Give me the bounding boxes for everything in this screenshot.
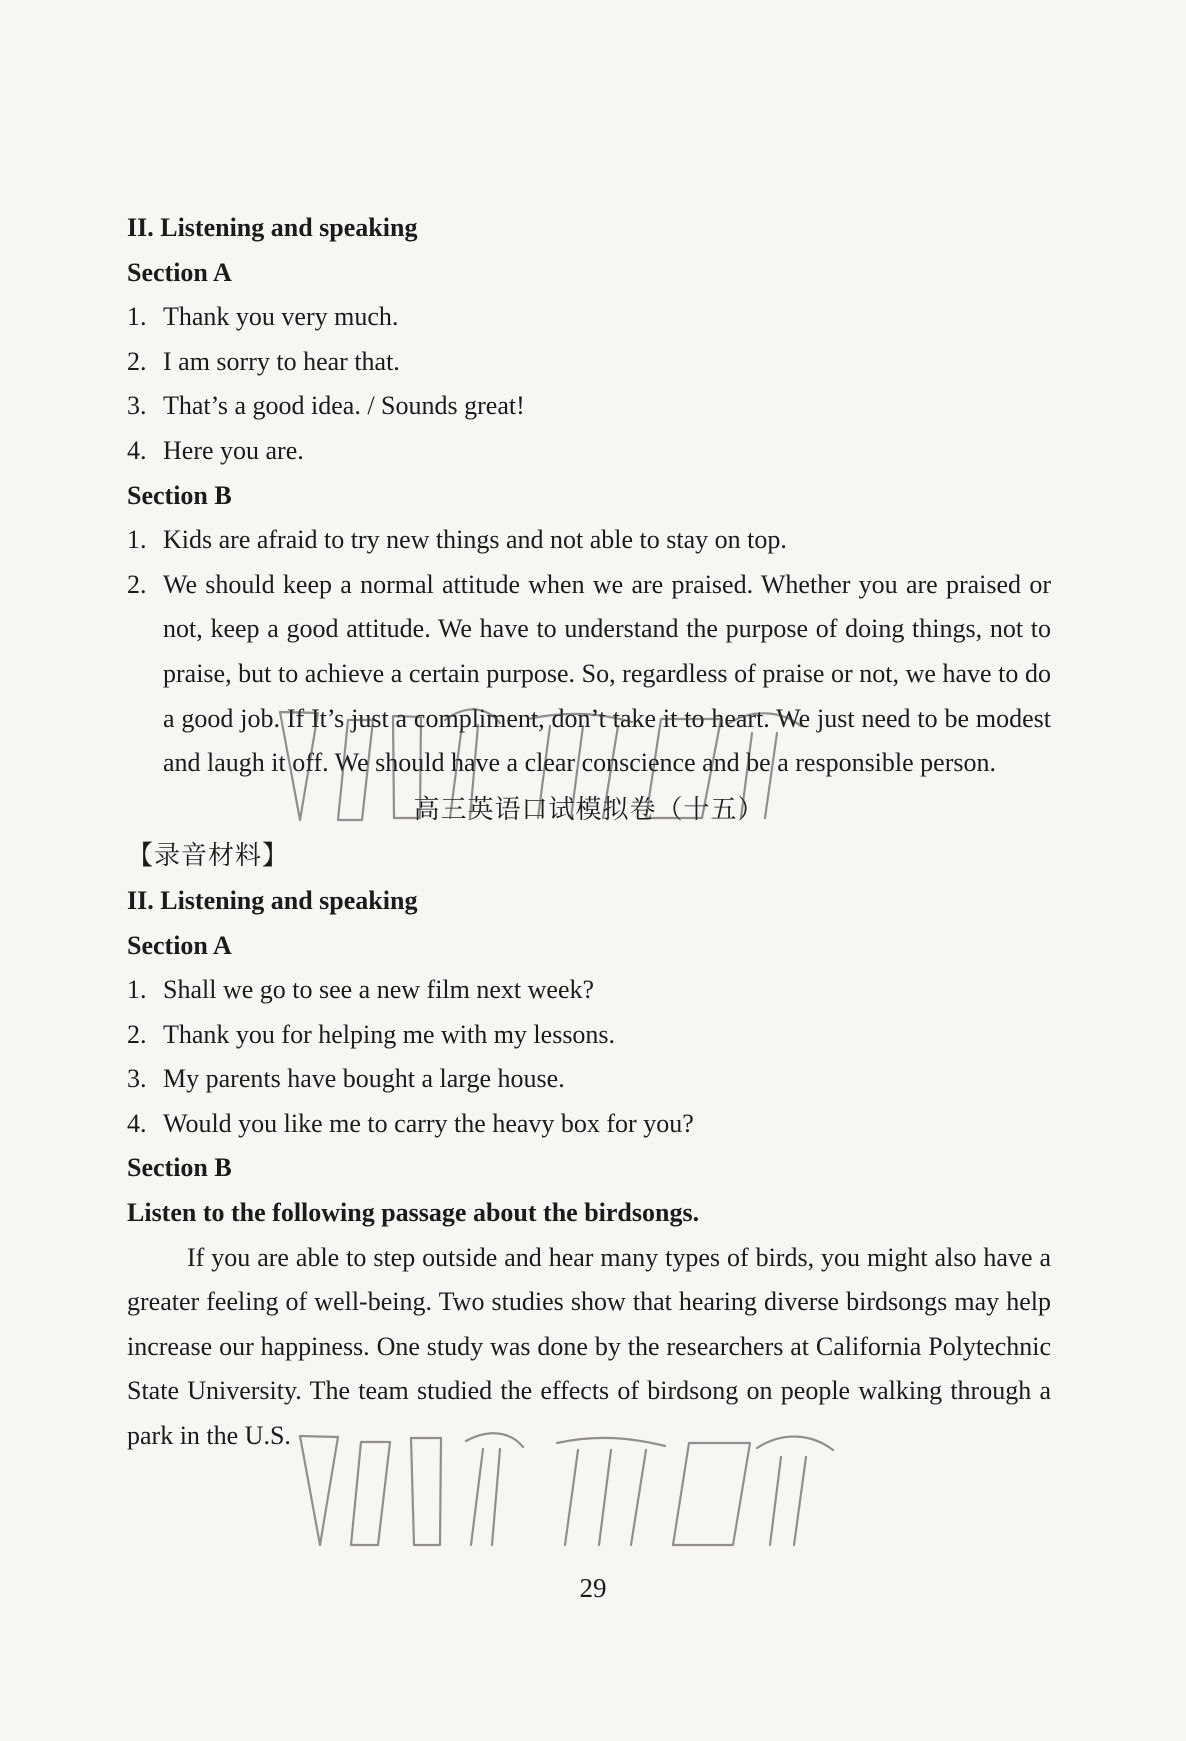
list-item-text: I am sorry to hear that. xyxy=(163,346,400,376)
list-item xyxy=(127,1102,1051,1147)
list-item-text: We should keep a normal attitude when we are praised. Whether you are praised or not, keep a good attitude. We have to understand the purpose of doing things, not to praise, but to achieve a certain purpose. So, regardless of praise or not, we have to do a good job. If It’s just a compliment, don’t take it to heart. We just need to be modest and laugh it off. We should have a clear conscience and be a responsible person. xyxy=(163,569,1051,778)
block2-section-b-title: Section B xyxy=(127,1153,232,1183)
list-item-number: 1. xyxy=(127,302,147,332)
list-item xyxy=(127,429,1051,474)
list-item-text: Would you like me to carry the heavy box for you? xyxy=(163,1108,694,1138)
list-item-number: 2. xyxy=(127,346,147,376)
page-number: 29 xyxy=(579,1573,607,1603)
block2-heading: II. Listening and speaking xyxy=(127,885,418,915)
list-item-number: 1. xyxy=(127,975,147,1005)
list-item-number: 3. xyxy=(127,1064,147,1094)
block1-section-b-title: Section B xyxy=(127,480,232,510)
list-item-text: Thank you for helping me with my lessons. xyxy=(163,1019,616,1049)
block1-section-a-title: Section A xyxy=(127,257,232,287)
passage-text: If you are able to step outside and hear many types of birds, you might also have a greater feeling of well-being. Two studies show that hearing diverse birdsongs may help increase our happiness. One study was done by the researchers at California Polytechnic State University. The team studied the effects of birdsong on people walking through a park in the U.S. xyxy=(127,1242,1051,1451)
list-item xyxy=(127,1057,1051,1102)
exam-title: 高三英语口试模拟卷（十五） xyxy=(413,794,765,824)
block1-heading: II. Listening and speaking xyxy=(127,213,418,242)
list-item-number: 2. xyxy=(127,569,147,599)
list-item-text: Shall we go to see a new film next week? xyxy=(163,975,595,1005)
list-item-number: 4. xyxy=(127,435,147,465)
list-item-text: Thank you very much. xyxy=(163,302,399,332)
list-item xyxy=(127,384,1051,429)
list-item xyxy=(127,968,1051,1013)
list-item xyxy=(127,295,1051,340)
page-content xyxy=(127,206,1051,1459)
list-item xyxy=(127,340,1051,385)
list-item-number: 2. xyxy=(127,1019,147,1049)
list-item-text: That’s a good idea. / Sounds great! xyxy=(163,391,525,421)
list-item-text: Kids are afraid to try new things and not able to stay on top. xyxy=(163,525,787,555)
list-item-number: 3. xyxy=(127,391,147,421)
block2-section-a-title: Section A xyxy=(127,930,232,960)
list-item xyxy=(127,1013,1051,1058)
list-item-text: Here you are. xyxy=(163,435,304,465)
list-item-number: 1. xyxy=(127,525,147,555)
passage-title: Listen to the following passage about the birdsongs. xyxy=(127,1198,700,1228)
list-item xyxy=(127,518,1051,563)
list-item-text: My parents have bought a large house. xyxy=(163,1064,565,1094)
list-item-number: 4. xyxy=(127,1108,147,1138)
list-item xyxy=(127,563,1051,786)
material-label: 【录音材料】 xyxy=(127,841,290,871)
